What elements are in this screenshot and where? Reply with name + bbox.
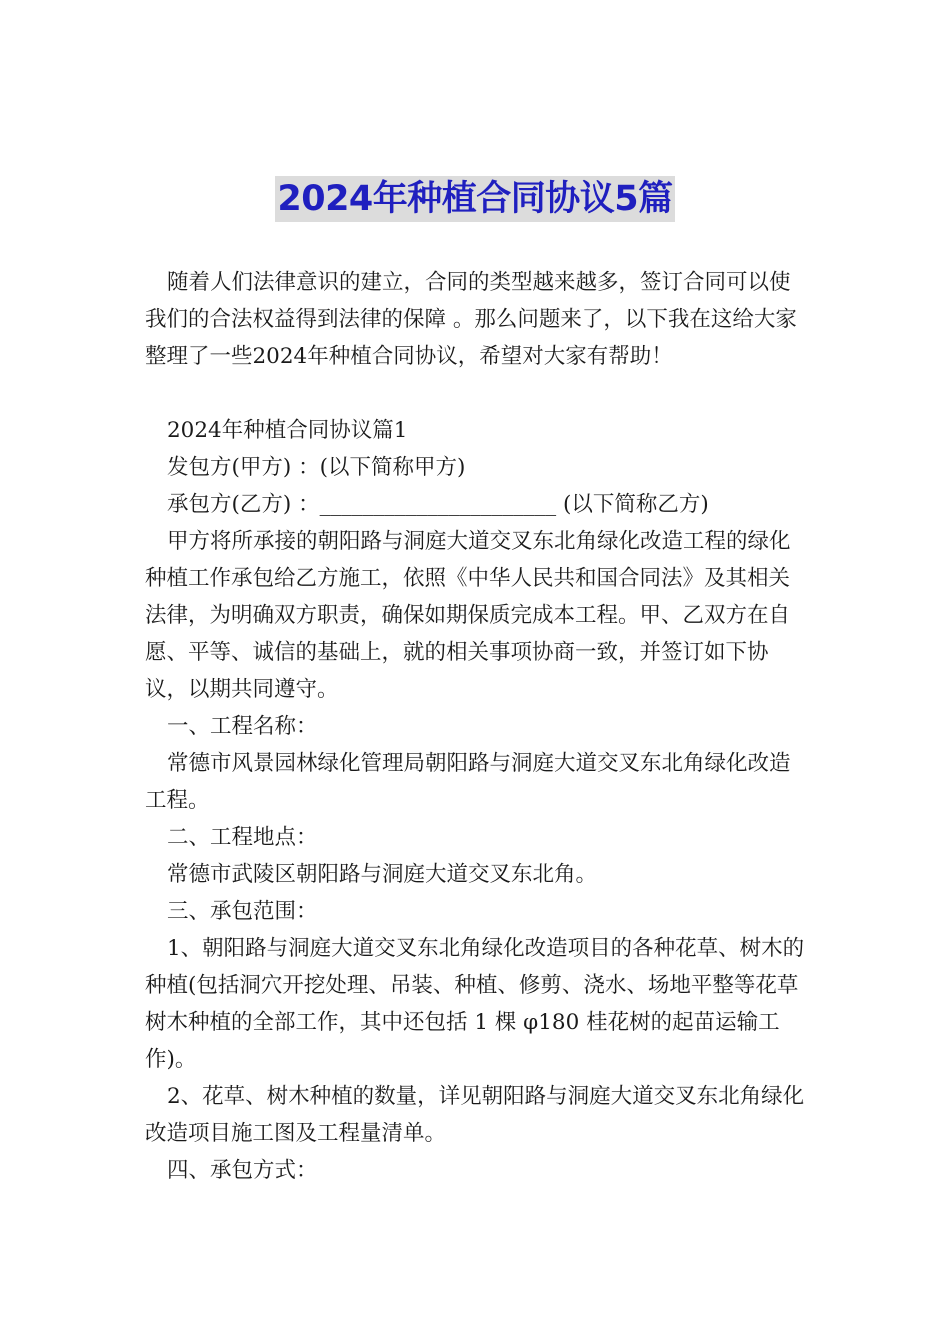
clause-1-text: 常德市风景园林绿化管理局朝阳路与洞庭大道交叉东北角绿化改造工程。 [145, 751, 791, 813]
clause-4-title: 四、承包方式： [167, 1158, 318, 1183]
title-container [0, 176, 950, 222]
clause-3-title: 三、承包范围： [167, 899, 318, 924]
clause-3-item-2: 2、花草、树木种植的数量，详见朝阳路与洞庭大道交叉东北角绿化改造项目施工图及工程量清单。 [145, 1084, 805, 1146]
clause-3-item-1: 1、朝阳路与洞庭大道交叉东北角绿化改造项目的各种花草、树木的种植(包括洞穴开挖处理、吊装、种植、修剪、浇水、场地平整等花草树木种植的全部工作，其中还包括 1 棵 φ180 桂花树的起苗运输工作)。 [145, 936, 805, 1072]
party-a-line: 发包方(甲方) ：(以下简称甲方) [167, 455, 466, 480]
preamble-paragraph: 甲方将所承接的朝阳路与洞庭大道交叉东北角绿化改造工程的绿化种植工作承包给乙方施工，依照《中华人民共和国合同法》及其相关法律，为明确双方职责，确保如期保质完成本工程。甲、乙双方在自愿、平等、诚信的基础上，就的相关事项协商一致，并签订如下协议，以期共同遵守。 [145, 529, 791, 702]
clause-2-text: 常德市武陵区朝阳路与洞庭大道交叉东北角。 [167, 862, 598, 887]
section-heading: 2024年种植合同协议篇1 [167, 418, 408, 443]
paragraph-gap [145, 375, 811, 412]
clause-2-title: 二、工程地点： [167, 825, 318, 850]
party-b-line: 承包方(乙方) ：______________________ (以下简称乙方) [167, 492, 709, 517]
document-body [145, 264, 811, 1189]
document-title: 2024年种植合同协议5篇 [275, 176, 674, 222]
clause-1-title: 一、工程名称： [167, 714, 318, 739]
intro-paragraph: 随着人们法律意识的建立，合同的类型越来越多，签订合同可以使我们的合法权益得到法律的保障 。那么问题来了，以下我在这给大家整理了一些2024年种植合同协议，希望对大家有帮助！ [145, 270, 797, 369]
